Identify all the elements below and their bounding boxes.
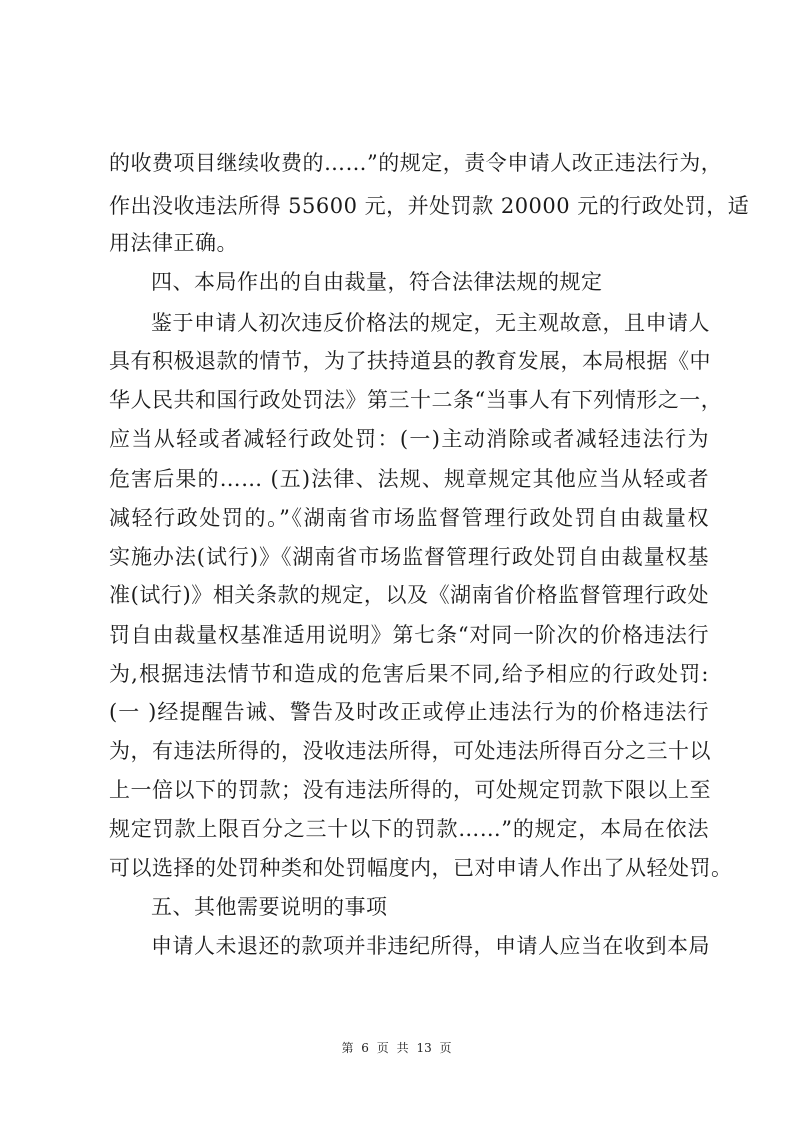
- footer-total-unit: 页: [439, 1041, 452, 1055]
- body-text-line: 为，有违法所得的，没收违法所得，可处违法所得百分之三十以: [109, 739, 711, 763]
- body-text-line: 罚自由裁量权基准适用说明》第七条“对同一阶次的价格违法行: [109, 623, 709, 647]
- page-footer: [0, 1040, 793, 1056]
- section-heading: 五、其他需要说明的事项: [151, 895, 388, 919]
- body-text-line: 为,根据违法情节和造成的危害后果不同,给予相应的行政处罚:: [109, 662, 709, 686]
- body-text-line: 作出没收违法所得 55600 元，并处罚款 20000 元的行政处罚，适: [109, 194, 750, 218]
- body-text-line: 准(试行)》相关条款的规定，以及《湖南省价格监督管理行政处: [109, 583, 709, 607]
- footer-page-unit: 页: [376, 1041, 389, 1055]
- footer-prefix: 第: [341, 1041, 354, 1055]
- body-text-line: 鉴于申请人初次违反价格法的规定，无主观故意，且申请人: [151, 311, 710, 335]
- body-text-line: 具有积极退款的情节，为了扶持道县的教育发展，本局根据《中: [109, 349, 711, 373]
- body-text-line: 申请人未退还的款项并非违纪所得，申请人应当在收到本局: [151, 934, 710, 958]
- section-heading: 四、本局作出的自由裁量，符合法律法规的规定: [151, 270, 603, 294]
- footer-total-prefix: 共: [396, 1041, 409, 1055]
- body-text-line: 减轻行政处罚的。”《湖南省市场监督管理行政处罚自由裁量权: [109, 506, 709, 530]
- body-text-line: (一 )经提醒告诫、警告及时改正或停止违法行为的价格违法行: [109, 700, 709, 724]
- body-text-line: 危害后果的…… (五)法律、法规、规章规定其他应当从轻或者: [109, 467, 709, 491]
- body-text-line: 的收费项目继续收费的……”的规定，责令申请人改正违法行为，: [109, 151, 723, 175]
- body-text-line: 上一倍以下的罚款；没有违法所得的，可处规定罚款下限以上至: [109, 778, 711, 802]
- body-text-line: 实施办法(试行)》《湖南省市场监督管理行政处罚自由裁量权基: [109, 545, 709, 569]
- body-text-line: 可以选择的处罚种类和处罚幅度内，已对申请人作出了从轻处罚。: [109, 856, 733, 880]
- body-text-line: 用法律正确。: [109, 231, 238, 255]
- footer-total-pages: 13: [416, 1041, 432, 1055]
- footer-page-number: 6: [361, 1041, 369, 1055]
- body-text-line: 规定罚款上限百分之三十以下的罚款……”的规定，本局在依法: [109, 817, 709, 841]
- body-text-line: 应当从轻或者减轻行政处罚：(一)主动消除或者减轻违法行为: [109, 427, 709, 451]
- body-text-line: 华人民共和国行政处罚法》第三十二条“当事人有下列情形之一，: [109, 388, 723, 412]
